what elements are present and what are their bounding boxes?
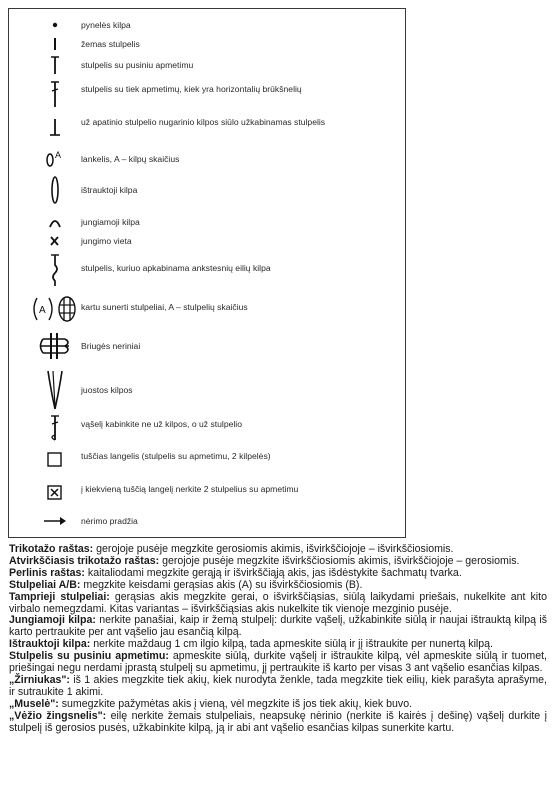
- elongated-loop-icon: [35, 175, 75, 205]
- technique-descriptions: [9, 544, 547, 735]
- back-post-icon: [35, 117, 75, 137]
- legend-item-label: už apatinio stulpelio nugarinio kilpos siūlo užkabinamas stulpelis: [81, 117, 326, 127]
- description: eilę nerkite žemais stulpeliais, neapsukę nėrinio (nerkite iš kairės į dešinę) vąšelį durkite į stulpelį iš gerosios pusės, užkabinkite kilpą, ją ir abi ant vąšelio esančias kilpas sunerkite kartu.: [9, 709, 547, 734]
- term: Trikotažo raštas:: [9, 543, 94, 555]
- term: Atvirkščiasis trikotažo raštas:: [9, 554, 160, 567]
- description: sumegzkite pažymėtas akis į vieną, vėl megzkite iš jos tiek akių, kiek buvo.: [58, 697, 413, 710]
- description: gerojoje pusėje megzkite išvirkščiosiomis akimis, išvirkščiojoje – gerosiomis.: [159, 554, 520, 567]
- description: nerkite maždaug 1 cm ilgio kilpą, tada apmeskite siūlą ir jį ištraukite per nunertą kilpą.: [90, 638, 494, 651]
- paragraph-half-double: [9, 651, 547, 675]
- paragraph-elastic-ribs: [9, 592, 547, 616]
- term: „Muselė":: [9, 697, 59, 710]
- petal-icon: [35, 149, 75, 169]
- double-crochet-icon: [35, 80, 75, 108]
- slip-stitch-icon: [35, 215, 75, 229]
- term: Stulpelis su pusiniu apmetimu:: [9, 650, 169, 663]
- term: Jungiamoji kilpa:: [9, 614, 96, 627]
- description: nerkite panašiai, kaip ir žemą stulpelį: durkite vąšelį, užkabinkite siūlą ir naujai ištrauktą kilpą iš karto pertraukite per ant vąšelio jau esančią kilpą.: [9, 614, 548, 639]
- crossed-square-icon: [35, 482, 75, 502]
- dot-icon: [35, 19, 75, 31]
- low-stitch-icon: [35, 37, 75, 51]
- legend-item-label: stulpelis su tiek apmetimų, kiek yra horizontalių brūkšnelių: [81, 84, 302, 94]
- empty-square-icon: [35, 449, 75, 469]
- paragraph-crab-stitch: [9, 711, 547, 735]
- legend-item-label: Briugės neriniai: [81, 341, 141, 351]
- legend-item-label: stulpelis su pusiniu apmetimu: [81, 60, 194, 70]
- arrow-right-icon: [35, 515, 75, 527]
- cluster-icon: [29, 294, 81, 324]
- legend-item-label: lankelis, A – kilpų skaičius: [81, 154, 180, 164]
- legend-item-label: juostos kilpos: [81, 385, 133, 395]
- term: Ištrauktoji kilpa:: [9, 638, 91, 651]
- description: apmeskite siūlą, durkite vąšelį ir ištraukite kilpą, vėl apmeskite siūlą ir tuomet, priešingai negu nerdami įprastą stulpelį su apmetimu, jį pertraukite iš karto per visas 3 ant vąšelio esančias kilpas.: [9, 650, 547, 675]
- legend-item-label: ištrauktoji kilpa: [81, 185, 138, 195]
- symbol-legend: [8, 8, 406, 538]
- description: iš 1 akies megzkite tiek akių, kiek nurodyta ženkle, tada megzkite tiek eilių, kiek parašyta aprašyme, ir sutraukite 1 akimi.: [9, 673, 547, 698]
- half-double-icon: [35, 55, 75, 75]
- legend-item-label: į kiekvieną tuščią langelį nerkite 2 stulpelius su apmetimu: [81, 484, 299, 494]
- legend-item-label: žemas stulpelis: [81, 39, 140, 49]
- legend-item-label: stulpelis, kuriuo apkabinama ankstesnių eilių kilpa: [81, 263, 271, 273]
- spike-stitch-icon: [35, 253, 75, 287]
- legend-item-label: pynelės kilpa: [81, 20, 131, 30]
- description: kaitaliodami megzkite gerąją ir išvirkščiąją akis, jas išdėstykite šachmatų tvarka.: [84, 566, 462, 579]
- term: Stulpeliai A/B:: [9, 578, 81, 591]
- legend-item-label: nėrimo pradžia: [81, 516, 138, 526]
- paragraph-bobble: [9, 675, 547, 699]
- legend-item-label: vąšelį kabinkite ne už kilpos, o už stulpelio: [81, 419, 242, 429]
- front-post-icon: [35, 413, 75, 443]
- bruges-icon: [29, 331, 81, 361]
- svg-text:A: A: [55, 150, 62, 160]
- description: gerąsias akis megzkite gerai, o išvirkščiąsias, siūlą laikydami priešais, nukelkite ant kito virbalo nemegzdami. Kitas variantas – išvirkščiąsias akis nukelkite tik vienoje mezginio pusėje.: [9, 590, 547, 615]
- legend-item-label: kartu sunerti stulpeliai, A – stulpelių skaičius: [81, 302, 248, 312]
- strip-loops-icon: [35, 369, 75, 411]
- legend-item-label: jungimo vieta: [81, 236, 132, 246]
- term: Tamprieji stulpeliai:: [9, 590, 110, 603]
- legend-item-label: tuščias langelis (stulpelis su apmetimu, 2 kilpelės): [81, 451, 271, 461]
- term: „Vėžio žingsnelis":: [9, 709, 107, 722]
- svg-text:A: A: [39, 305, 46, 316]
- legend-item-label: jungiamoji kilpa: [81, 217, 140, 227]
- cross-icon: [35, 234, 75, 248]
- description: gerojoje pusėje megzkite gerosiomis akimis, išvirkščiojoje – išvirkščiosiomis.: [93, 543, 454, 555]
- paragraph-slip-stitch: [9, 615, 547, 639]
- description: megzkite keisdami gerąsias akis (A) su išvirkščiosiomis (B).: [80, 578, 363, 591]
- term: „Žirniukas":: [9, 673, 70, 686]
- term: Perlinis raštas:: [9, 566, 85, 579]
